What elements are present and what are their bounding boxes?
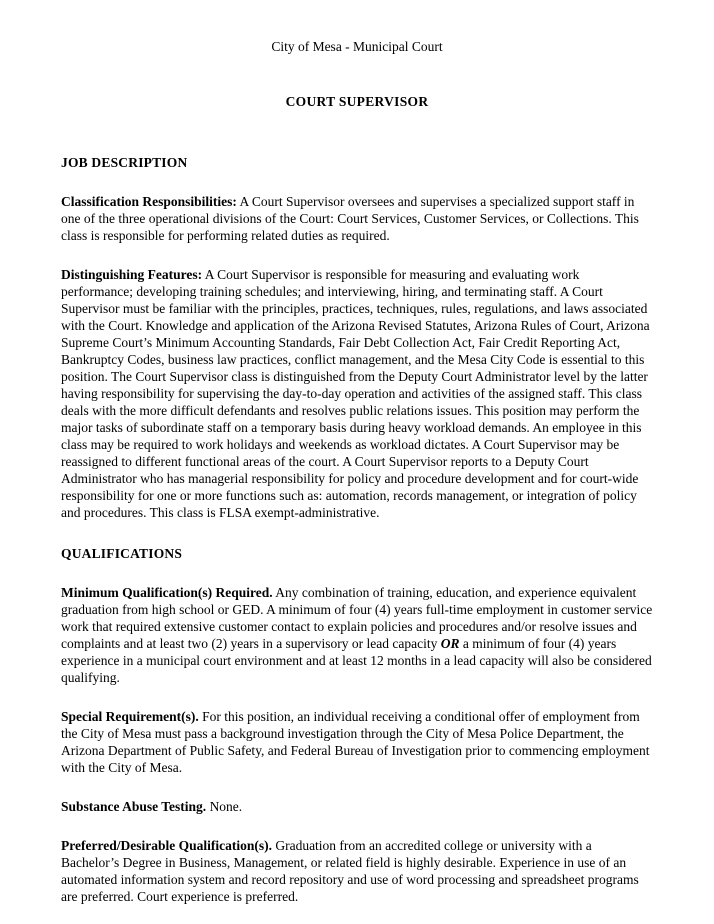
spacer <box>61 110 653 154</box>
label-special-requirements: Special Requirement(s). <box>61 709 199 724</box>
section-heading-qualifications: QUALIFICATIONS <box>61 546 183 561</box>
spacer <box>61 244 653 266</box>
text-distinguishing-features: A Court Supervisor is responsible for measuring and evaluating work performance; developing training schedules; and interviewing, hiring, and terminating staff. A Court Supervisor must be familiar with the principles, practices, techniques, rules, regulations, and laws associated with the Court. Knowledge and application of the Arizona Revised Statutes, Arizona Rules of Court, Arizona Supreme Court’s Minimum Accounting Standards, Fair Debt Collection Act, Fair Credit Reporting Act, Bankruptcy Codes, business law practices, conflict management, and the Mesa City Code is essential to this position. The Court Supervisor class is distinguished from the Deputy Court Administrator level by the latter having responsibility for supervising the day-to-day operation and activities of the assigned staff. This class deals with the more difficult defendants and resolves public relations issues. This position may perform the major tasks of subordinate staff on a temporary basis during heavy workload demands. An employee in this class may be required to work holidays and weekends as workload dictates. A Court Supervisor may be reassigned to different functional areas of the court. A Court Supervisor reports to a Deputy Court Administrator who has managerial responsibility for policy and procedure development and for court-wide responsibility for one or more functions such as: automation, records management, or integration of policy and procedures. This class is FLSA exempt-administrative. <box>61 267 650 520</box>
spacer <box>61 521 653 545</box>
paragraph-preferred-qualifications <box>61 837 653 905</box>
paragraph-minimum-qualifications <box>61 584 653 686</box>
paragraph-special-requirements <box>61 708 653 776</box>
page-title: COURT SUPERVISOR <box>285 94 429 109</box>
section-heading-job-description: JOB DESCRIPTION <box>61 155 188 170</box>
text-special-requirements: For this position, an individual receiving a conditional offer of employment from the City of Mesa must pass a background investigation through the City of Mesa Police Department, the Arizona Department of Public Safety, and Federal Bureau of Investigation prior to commencing employment with the City of Mesa. <box>61 709 650 775</box>
text-classification-responsibilities: A Court Supervisor oversees and supervises a specialized support staff in one of the three operational divisions of the Court: Court Services, Customer Services, or Collections. This class is responsible for performing related duties as required. <box>61 194 639 243</box>
spacer <box>61 562 653 584</box>
label-minimum-qualifications: Minimum Qualification(s) Required. <box>61 585 273 600</box>
spacer <box>61 171 653 193</box>
text-minimum-qualifications-part2: a minimum of four (4) years experience in a municipal court environment and at least 12 months in a lead capacity will also be considered qualifying. <box>61 636 652 685</box>
label-distinguishing-features: Distinguishing Features: <box>61 267 203 282</box>
paragraph-substance-abuse-testing <box>61 798 653 815</box>
document-header: City of Mesa - Municipal Court <box>271 39 443 54</box>
text-preferred-qualifications: Graduation from an accredited college or university with a Bachelor’s Degree in Business, Management, or related field is highly desirable. Experience in use of an automated information system and record repository and use of word processing and spreadsheet programs are preferred. Court experience is preferred. <box>61 838 639 904</box>
emphasis-or: OR <box>440 636 460 651</box>
label-preferred-qualifications: Preferred/Desirable Qualification(s). <box>61 838 272 853</box>
text-substance-abuse-testing: None. <box>206 799 243 814</box>
spacer <box>61 776 653 798</box>
label-substance-abuse-testing: Substance Abuse Testing. <box>61 799 207 814</box>
spacer <box>61 686 653 708</box>
text-minimum-qualifications-part1: Any combination of training, education, and experience equivalent graduation from high school or GED. A minimum of four (4) years full-time employment in customer service work that required extensive customer contact to explain policies and procedures and/or resolve issues and complaints and at least two (2) years in a supervisory or lead capacity <box>61 585 653 651</box>
paragraph-distinguishing-features <box>61 266 653 521</box>
spacer <box>61 815 653 837</box>
paragraph-classification-responsibilities <box>61 193 653 244</box>
label-classification-responsibilities: Classification Responsibilities: <box>61 194 237 209</box>
